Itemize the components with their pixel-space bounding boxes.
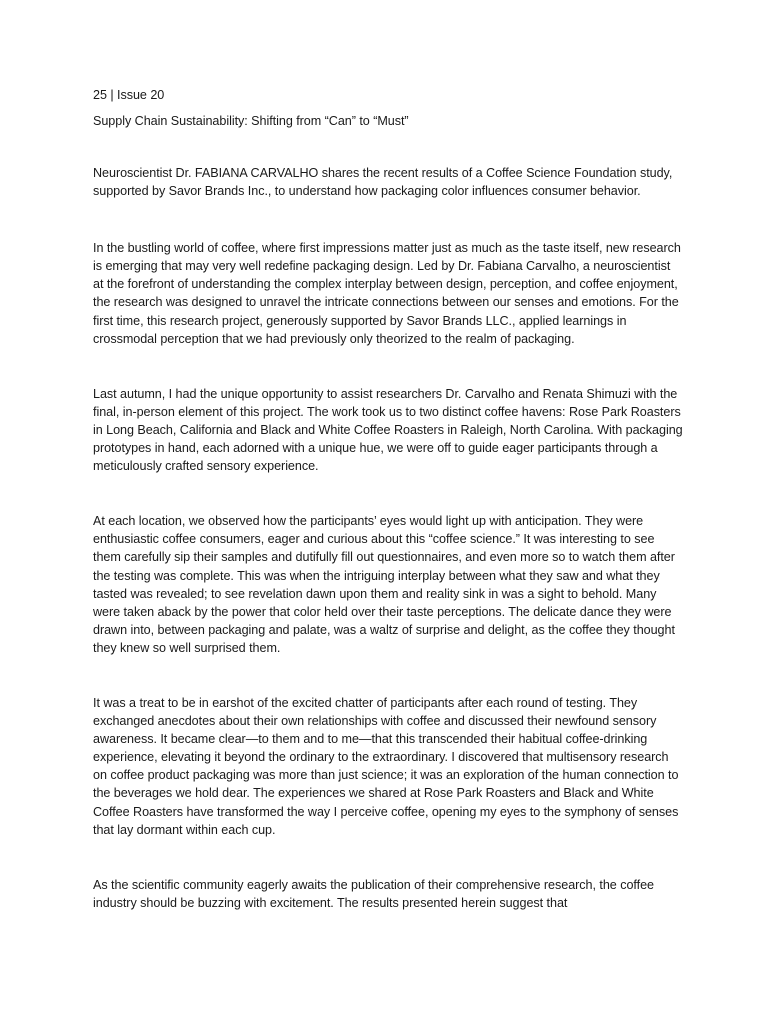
article-paragraph-1: In the bustling world of coffee, where first impressions matter just as much as the taste itself, new research is emerging that may very well redefine packaging design. Led by Dr. Fabiana Carvalho, a neuroscientist at the forefront of understanding the complex interplay between design, perception, and coffee enjoyment, the research was designed to unravel the intricate connections between our senses and emotions. For the first time, this research project, generously supported by Savor Brands LLC., applied learnings in crossmodal perception that we had previously only theorized to the realm of packaging. xyxy=(93,241,681,346)
article-paragraph-4: It was a treat to be in earshot of the excited chatter of participants after each round of testing. They exchanged anecdotes about their own relationships with coffee and discussed their newfound sensory awareness. It became clear—to them and to me—that this transcended their habitual coffee-drinking experience, elevating it beyond the ordinary to the extraordinary. I discovered that multisensory research on coffee product packaging was more than just science; it was an exploration of the human connection to the beverages we hold dear. The experiences we shared at Rose Park Roasters and Black and White Coffee Roasters have transformed the way I perceive coffee, opening my eyes to the symphony of senses that lay dormant within each cup. xyxy=(93,695,679,837)
issue-label: 25 | Issue 20 xyxy=(93,88,165,102)
article-lead: Neuroscientist Dr. FABIANA CARVALHO shares the recent results of a Coffee Science Foundation study, supported by Savor Brands Inc., to understand how packaging color influences consumer behavior. xyxy=(93,166,673,199)
article-content xyxy=(93,86,683,949)
article-title: Supply Chain Sustainability: Shifting from “Can” to “Must” xyxy=(93,114,409,128)
article-paragraph-2: Last autumn, I had the unique opportunity to assist researchers Dr. Carvalho and Renata Shimuzi with the final, in-person element of this project. The work took us to two distinct coffee havens: Rose Park Roasters in Long Beach, California and Black and White Coffee Roasters in Raleigh, North Carolina. With packaging prototypes in hand, each adorned with a unique hue, we were off to guide eager participants through a meticulously crafted sensory experience. xyxy=(93,386,683,474)
article-paragraph-3: At each location, we observed how the participants’ eyes would light up with anticipation. They were enthusiastic coffee consumers, eager and curious about this “coffee science.” It was interesting to see them carefully sip their samples and dutifully fill out questionnaires, and even more so to watch them after the testing was complete. This was when the intriguing interplay between what they saw and what they tasted was revealed; to see revelation dawn upon them and reality sink in was a sight to behold. Many were taken aback by the power that color held over their taste perceptions. The delicate dance they were drawn into, between packaging and palate, was a waltz of surprise and delight, as the coffee they thought they knew so well surprised them. xyxy=(93,514,675,655)
article-paragraph-5: As the scientific community eagerly awaits the publication of their comprehensive research, the coffee industry should be buzzing with excitement. The results presented herein suggest that xyxy=(93,877,654,910)
